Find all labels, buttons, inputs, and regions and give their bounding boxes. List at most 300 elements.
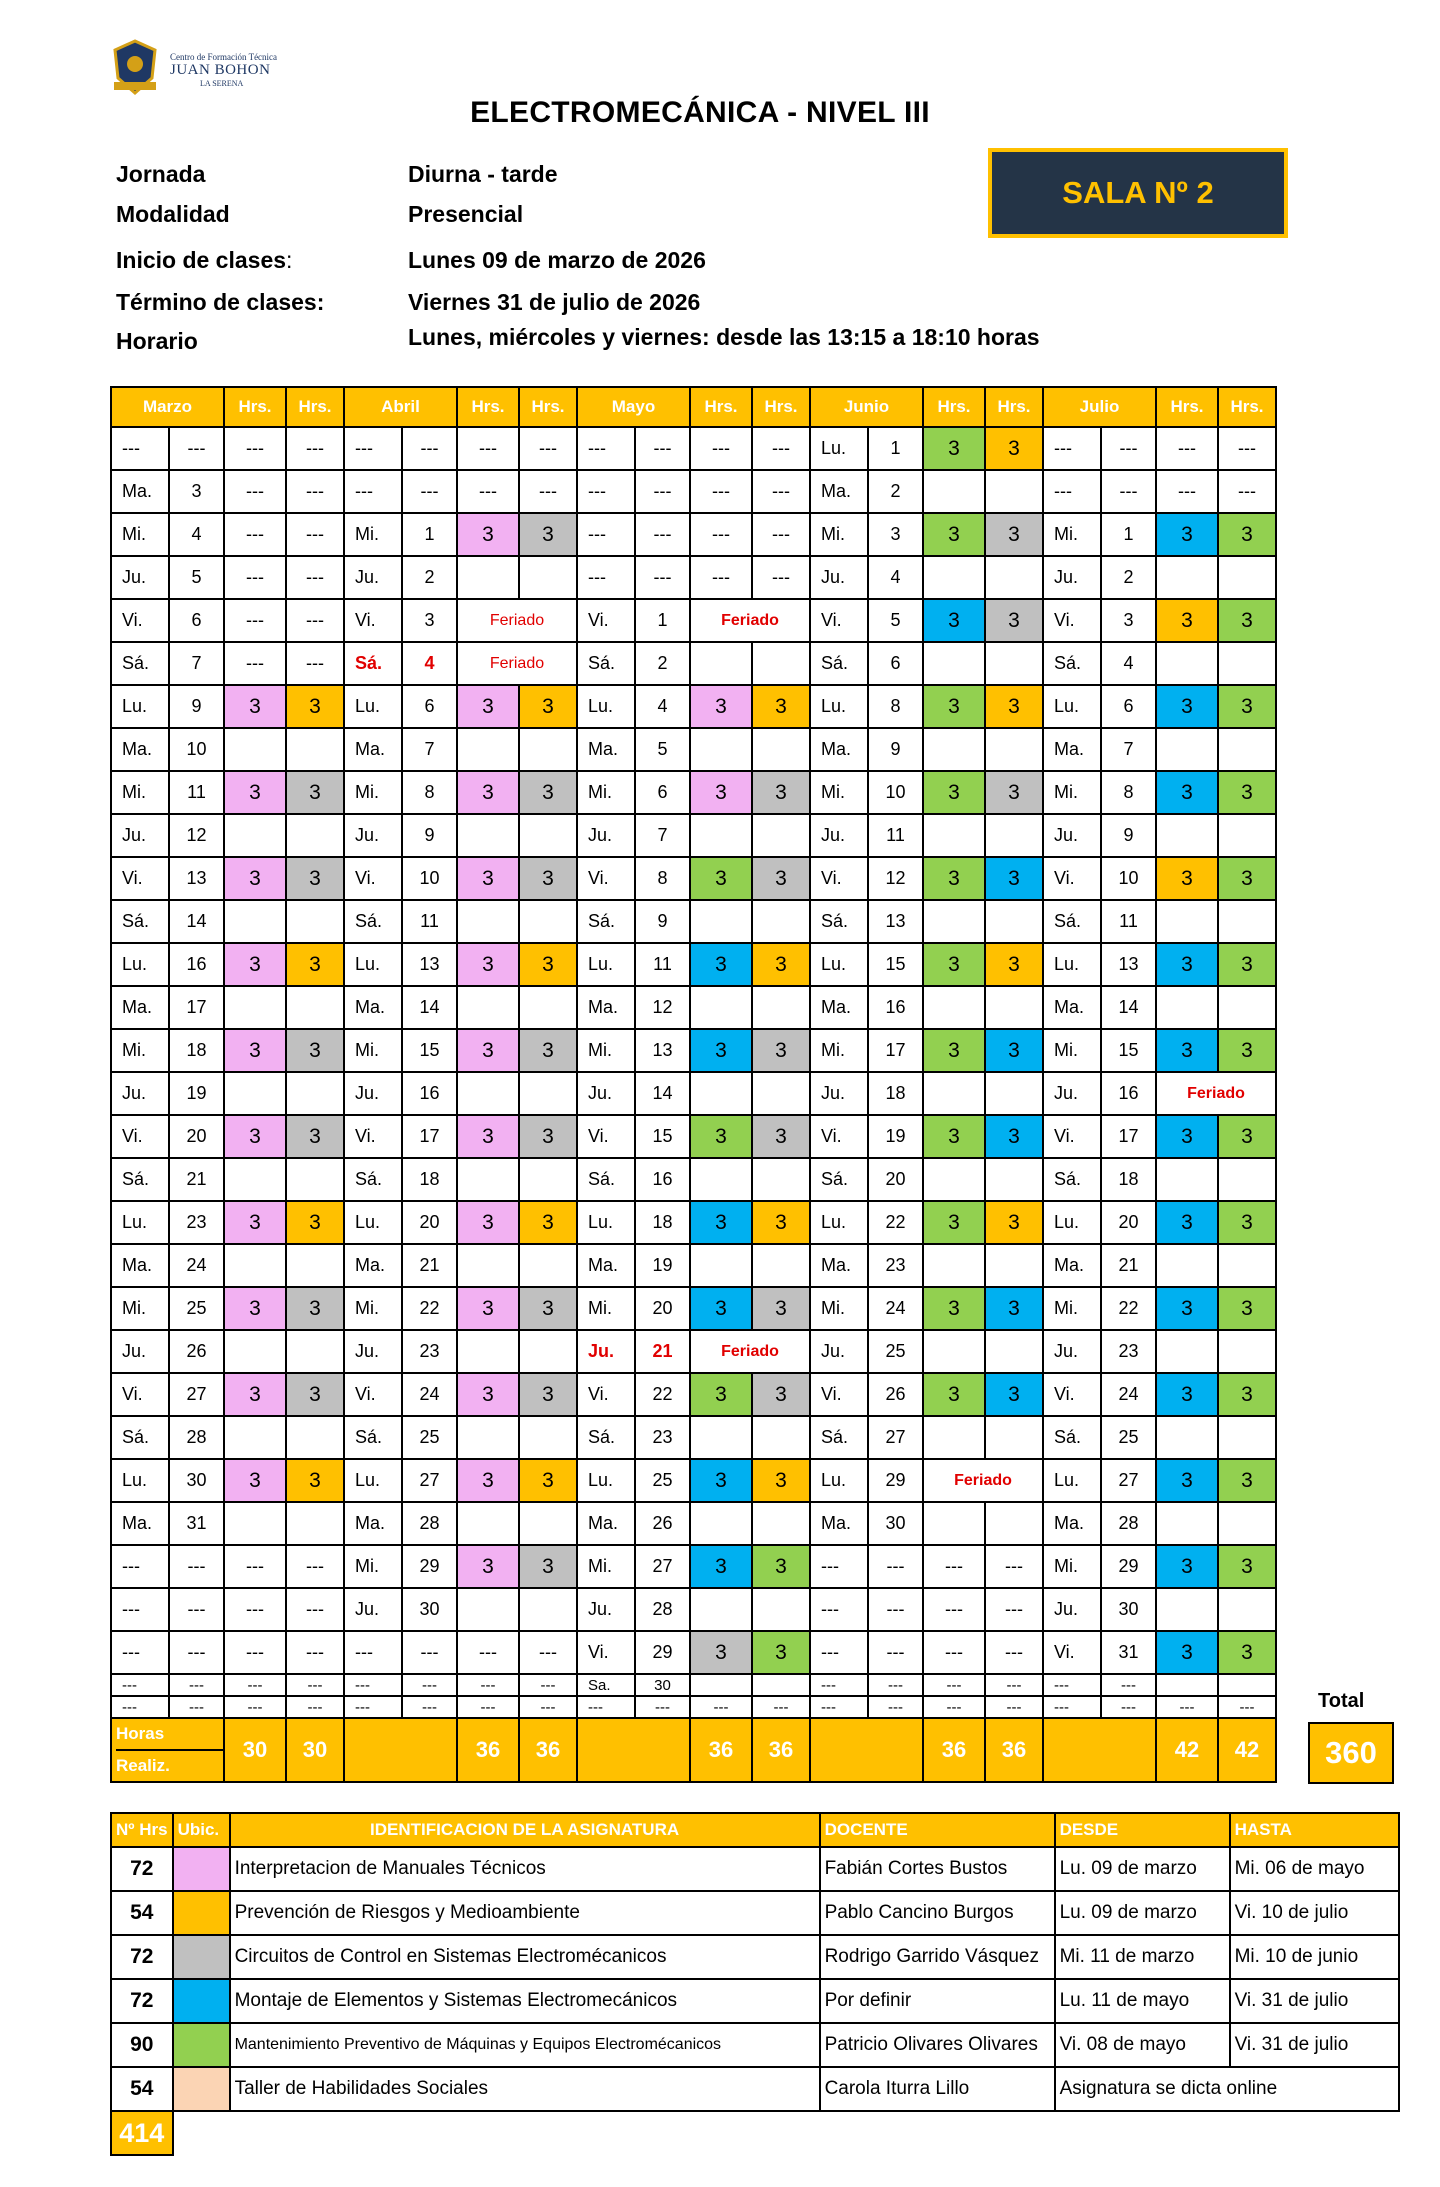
month-header-abril: Abril — [344, 387, 457, 427]
subject-teacher: Rodrigo Garrido Vásquez — [820, 1935, 1055, 1979]
hours-cell — [224, 1459, 286, 1502]
hours-cell — [752, 1029, 810, 1072]
hours-cell — [224, 986, 286, 1029]
hours-cell — [457, 1158, 519, 1201]
hours-cell — [1218, 513, 1276, 556]
day-name-junio: Mi. — [810, 1029, 868, 1072]
shield-logo-icon — [110, 38, 160, 98]
day-name-abril: Ju. — [344, 556, 402, 599]
hours-cell — [923, 1029, 985, 1072]
hours-cell — [457, 513, 519, 556]
day-name-mayo: Vi. — [577, 1631, 635, 1674]
calendar-row — [111, 1696, 1276, 1718]
hours-cell — [1156, 857, 1218, 900]
day-number-mayo: --- — [635, 470, 690, 513]
hours-cell — [1156, 943, 1218, 986]
day-name-julio: Sá. — [1043, 1158, 1101, 1201]
day-name-abril: Mi. — [344, 513, 402, 556]
hours-cell — [985, 599, 1043, 642]
hours-cell — [1218, 814, 1276, 857]
hours-cell — [923, 642, 985, 685]
day-name-mayo: Lu. — [577, 1459, 635, 1502]
hours-cell: --- — [224, 556, 286, 599]
hours-value: 3 — [1241, 952, 1253, 976]
hours-cell — [923, 900, 985, 943]
hours-cell — [286, 986, 344, 1029]
hours-value: 3 — [1181, 1038, 1193, 1062]
day-number-abril: 27 — [402, 1459, 457, 1502]
day-name-abril: Mi. — [344, 771, 402, 814]
hours-cell: --- — [457, 1674, 519, 1696]
hours-cell: --- — [985, 1696, 1043, 1718]
hours-cell — [752, 1631, 810, 1674]
day-number-mayo: 16 — [635, 1158, 690, 1201]
hours-cell — [286, 1244, 344, 1287]
hours-value: 3 — [715, 1038, 727, 1062]
day-number-julio: 22 — [1101, 1287, 1156, 1330]
day-number-julio: 16 — [1101, 1072, 1156, 1115]
hours-cell — [1218, 900, 1276, 943]
day-name-junio: Vi. — [810, 1115, 868, 1158]
hours-cell — [286, 771, 344, 814]
hours-value: 3 — [775, 1382, 787, 1406]
hrs-header: Hrs. — [923, 387, 985, 427]
day-name-junio: Sá. — [810, 642, 868, 685]
hours-value: 3 — [715, 1640, 727, 1664]
hours-cell — [985, 642, 1043, 685]
day-name-julio: Ma. — [1043, 1244, 1101, 1287]
subject-teacher: Fabián Cortes Bustos — [820, 1847, 1055, 1891]
info-label-horario: Horario — [116, 328, 198, 354]
subject-color-swatch — [173, 2067, 230, 2111]
hours-cell — [1218, 1588, 1276, 1631]
hours-cell — [286, 943, 344, 986]
hours-cell — [752, 771, 810, 814]
hours-cell: --- — [286, 427, 344, 470]
hours-cell — [1156, 1502, 1218, 1545]
day-name-mayo: Vi. — [577, 599, 635, 642]
hours-value: 3 — [542, 952, 554, 976]
hours-cell — [1156, 1115, 1218, 1158]
hours-cell: --- — [519, 427, 577, 470]
hours-value: 3 — [948, 1038, 960, 1062]
day-name-marzo: Ju. — [111, 556, 169, 599]
day-number-abril: 11 — [402, 900, 457, 943]
hours-cell — [752, 814, 810, 857]
subject-from: Lu. 11 de mayo — [1055, 1979, 1230, 2023]
day-name-julio: Sá. — [1043, 900, 1101, 943]
day-number-junio: 19 — [868, 1115, 923, 1158]
day-number-marzo: 11 — [169, 771, 224, 814]
calendar-row — [111, 599, 1276, 642]
hours-value: 3 — [1008, 436, 1020, 460]
hours-cell: --- — [985, 1631, 1043, 1674]
hours-value: 3 — [482, 1124, 494, 1148]
hours-cell — [923, 427, 985, 470]
hours-cell — [752, 1201, 810, 1244]
hours-cell — [1218, 1373, 1276, 1416]
hours-cell — [1156, 771, 1218, 814]
hours-cell — [457, 1459, 519, 1502]
hours-cell — [985, 728, 1043, 771]
hours-cell: --- — [690, 1696, 752, 1718]
day-number-mayo: 30 — [635, 1674, 690, 1696]
calendar-row — [111, 1588, 1276, 1631]
day-number-marzo: --- — [169, 427, 224, 470]
hours-cell — [224, 1416, 286, 1459]
hours-value: 3 — [948, 522, 960, 546]
day-name-junio: Mi. — [810, 771, 868, 814]
hours-value: 3 — [1181, 1124, 1193, 1148]
hours-cell — [985, 427, 1043, 470]
day-name-junio: Sá. — [810, 1158, 868, 1201]
subject-name: Prevención de Riesgos y Medioambiente — [230, 1891, 820, 1935]
hrs-header: Hrs. — [985, 387, 1043, 427]
day-number-abril: 10 — [402, 857, 457, 900]
hours-cell — [1218, 642, 1276, 685]
hours-value: 3 — [775, 1640, 787, 1664]
hours-cell — [1218, 728, 1276, 771]
day-name-abril: Ma. — [344, 1244, 402, 1287]
day-name-abril: Sá. — [344, 642, 402, 685]
total-label: Total — [1318, 1690, 1365, 1712]
day-name-marzo: Mi. — [111, 1287, 169, 1330]
day-number-mayo: 13 — [635, 1029, 690, 1072]
hours-value: 3 — [1008, 1382, 1020, 1406]
hours-value: 3 — [715, 1296, 727, 1320]
info-value-inicio: Lunes 09 de marzo de 2026 — [408, 247, 706, 273]
hours-value: 3 — [1008, 780, 1020, 804]
day-number-marzo: 13 — [169, 857, 224, 900]
day-number-marzo: 9 — [169, 685, 224, 728]
subject-name: Interpretacion de Manuales Técnicos — [230, 1847, 820, 1891]
subject-row — [111, 1847, 1399, 1891]
calendar-row — [111, 814, 1276, 857]
day-number-marzo: 23 — [169, 1201, 224, 1244]
hours-cell — [1218, 1416, 1276, 1459]
hours-cell: --- — [457, 1631, 519, 1674]
day-name-marzo: --- — [111, 427, 169, 470]
hours-value: 3 — [482, 1554, 494, 1578]
hours-cell: --- — [923, 1674, 985, 1696]
info-label-modalidad: Modalidad — [116, 201, 230, 227]
hours-cell — [923, 728, 985, 771]
hours-cell — [1218, 1631, 1276, 1674]
day-name-julio: Ma. — [1043, 986, 1101, 1029]
hours-cell: --- — [286, 1674, 344, 1696]
subject-row — [111, 2067, 1399, 2111]
hours-cell — [286, 1115, 344, 1158]
hours-cell — [286, 1072, 344, 1115]
day-number-abril: 30 — [402, 1588, 457, 1631]
day-number-junio: 8 — [868, 685, 923, 728]
hours-cell — [457, 1588, 519, 1631]
hours-cell — [519, 513, 577, 556]
hours-value: 3 — [1241, 608, 1253, 632]
hours-cell — [519, 1201, 577, 1244]
hours-cell: --- — [286, 470, 344, 513]
day-number-junio: 23 — [868, 1244, 923, 1287]
hours-cell — [1156, 642, 1218, 685]
hours-value: 3 — [309, 694, 321, 718]
hours-cell — [752, 986, 810, 1029]
hours-cell — [690, 1287, 752, 1330]
hours-cell — [1156, 1416, 1218, 1459]
calendar-row — [111, 1029, 1276, 1072]
page-title: ELECTROMECÁNICA - NIVEL III — [470, 96, 930, 129]
day-number-abril: 2 — [402, 556, 457, 599]
day-number-abril: 20 — [402, 1201, 457, 1244]
day-number-junio: 10 — [868, 771, 923, 814]
hours-value: 3 — [1181, 1554, 1193, 1578]
hours-cell — [985, 1201, 1043, 1244]
hours-cell: --- — [224, 427, 286, 470]
day-name-mayo: Mi. — [577, 1029, 635, 1072]
day-name-julio: Mi. — [1043, 1029, 1101, 1072]
hours-cell — [1156, 556, 1218, 599]
calendar-row — [111, 943, 1276, 986]
hours-cell — [1156, 1373, 1218, 1416]
day-number-abril: 8 — [402, 771, 457, 814]
day-name-mayo: Ma. — [577, 1244, 635, 1287]
hours-value: 3 — [309, 866, 321, 890]
day-number-abril: 18 — [402, 1158, 457, 1201]
holiday-label: Feriado — [923, 1459, 1043, 1502]
hours-cell — [752, 1244, 810, 1287]
hours-cell — [286, 1287, 344, 1330]
hours-cell: --- — [1218, 427, 1276, 470]
day-name-mayo: Vi. — [577, 857, 635, 900]
total-hours: 36 — [457, 1718, 519, 1782]
day-name-abril: Ju. — [344, 1330, 402, 1373]
subjects-total-row — [111, 2111, 1399, 2155]
hrs-header: Hrs. — [286, 387, 344, 427]
hours-cell — [690, 1631, 752, 1674]
day-name-junio: Vi. — [810, 857, 868, 900]
day-name-mayo: Sá. — [577, 1158, 635, 1201]
hours-value: 3 — [309, 1382, 321, 1406]
subject-color-swatch — [173, 1891, 230, 1935]
hours-cell — [923, 1201, 985, 1244]
day-name-junio: --- — [810, 1631, 868, 1674]
day-number-mayo: 22 — [635, 1373, 690, 1416]
day-number-julio: 10 — [1101, 857, 1156, 900]
hours-cell — [923, 513, 985, 556]
day-name-mayo: --- — [577, 427, 635, 470]
hours-cell — [752, 728, 810, 771]
hours-cell — [519, 1502, 577, 1545]
hours-cell — [985, 814, 1043, 857]
day-number-mayo: 8 — [635, 857, 690, 900]
info-value-modalidad: Presencial — [408, 201, 524, 227]
day-name-marzo: Vi. — [111, 1115, 169, 1158]
hours-value: 3 — [1241, 866, 1253, 890]
hours-cell — [985, 685, 1043, 728]
hours-value: 3 — [715, 1210, 727, 1234]
day-number-marzo: 6 — [169, 599, 224, 642]
hours-value: 3 — [249, 952, 261, 976]
hours-value: 3 — [542, 1382, 554, 1406]
totals-row — [111, 1718, 1276, 1782]
day-name-marzo: Vi. — [111, 857, 169, 900]
hours-cell — [457, 1545, 519, 1588]
day-name-marzo: Ju. — [111, 814, 169, 857]
day-name-junio: Ju. — [810, 556, 868, 599]
hours-value: 3 — [775, 1296, 787, 1320]
day-name-marzo: Mi. — [111, 771, 169, 814]
hours-cell — [519, 685, 577, 728]
hours-cell — [1218, 599, 1276, 642]
hours-cell — [457, 1416, 519, 1459]
calendar-row — [111, 1459, 1276, 1502]
hours-value: 3 — [948, 436, 960, 460]
day-number-junio: 3 — [868, 513, 923, 556]
hours-cell — [457, 986, 519, 1029]
hours-cell — [1156, 1674, 1218, 1696]
hours-value: 3 — [715, 780, 727, 804]
hours-value: 3 — [542, 780, 554, 804]
day-number-marzo: 16 — [169, 943, 224, 986]
hours-value: 3 — [1181, 1640, 1193, 1664]
hours-cell — [286, 900, 344, 943]
totals-label: Horas Realiz. — [111, 1718, 224, 1782]
day-name-junio: Lu. — [810, 1459, 868, 1502]
hours-cell — [457, 1201, 519, 1244]
day-name-marzo: Ma. — [111, 1502, 169, 1545]
hours-cell — [224, 771, 286, 814]
hrs-header: Hrs. — [1218, 387, 1276, 427]
day-number-julio: --- — [1101, 470, 1156, 513]
logo-line-1: Centro de Formación Técnica — [170, 52, 278, 62]
hours-cell — [752, 1502, 810, 1545]
hours-cell — [1156, 1631, 1218, 1674]
hours-cell — [923, 685, 985, 728]
day-number-marzo: 14 — [169, 900, 224, 943]
subject-row — [111, 1935, 1399, 1979]
totals-spacer — [577, 1718, 690, 1782]
totals-spacer — [810, 1718, 923, 1782]
day-name-julio: --- — [1043, 470, 1101, 513]
hours-value: 3 — [1181, 866, 1193, 890]
calendar-header-row — [111, 387, 1276, 427]
hours-cell — [519, 556, 577, 599]
totals-spacer — [344, 1718, 457, 1782]
day-name-junio: Ju. — [810, 814, 868, 857]
hours-cell — [985, 1416, 1043, 1459]
hours-cell: --- — [286, 642, 344, 685]
hours-cell: --- — [286, 1545, 344, 1588]
hours-value: 3 — [715, 694, 727, 718]
hours-cell — [985, 1115, 1043, 1158]
day-number-julio: 15 — [1101, 1029, 1156, 1072]
day-number-mayo: 29 — [635, 1631, 690, 1674]
day-number-julio: 29 — [1101, 1545, 1156, 1588]
day-number-abril: 3 — [402, 599, 457, 642]
day-number-junio: 16 — [868, 986, 923, 1029]
day-name-julio: Mi. — [1043, 771, 1101, 814]
day-number-abril: 4 — [402, 642, 457, 685]
hours-cell: --- — [457, 470, 519, 513]
day-number-julio: 27 — [1101, 1459, 1156, 1502]
day-name-marzo: Ju. — [111, 1330, 169, 1373]
day-name-mayo: Ju. — [577, 1330, 635, 1373]
total-hours: 36 — [690, 1718, 752, 1782]
hours-value: 3 — [1181, 952, 1193, 976]
hours-cell: --- — [752, 470, 810, 513]
calendar-row — [111, 556, 1276, 599]
hours-cell — [286, 1201, 344, 1244]
hours-cell — [690, 857, 752, 900]
hours-value: 3 — [715, 1554, 727, 1578]
day-number-junio: 6 — [868, 642, 923, 685]
day-number-mayo: 19 — [635, 1244, 690, 1287]
hours-value: 3 — [948, 694, 960, 718]
hours-cell — [457, 771, 519, 814]
subject-color-swatch — [173, 1847, 230, 1891]
hours-value: 3 — [948, 866, 960, 890]
empty-cell — [173, 2111, 1399, 2155]
hours-cell — [923, 1287, 985, 1330]
day-number-abril: --- — [402, 1674, 457, 1696]
day-number-julio: --- — [1101, 427, 1156, 470]
day-number-abril: 9 — [402, 814, 457, 857]
day-number-mayo: --- — [635, 513, 690, 556]
hours-value: 3 — [1241, 1468, 1253, 1492]
day-name-junio: Ju. — [810, 1072, 868, 1115]
subject-row — [111, 1891, 1399, 1935]
hours-cell — [519, 814, 577, 857]
hours-cell — [457, 1287, 519, 1330]
day-name-mayo: Ju. — [577, 1588, 635, 1631]
day-name-julio: Vi. — [1043, 857, 1101, 900]
hours-cell: --- — [923, 1545, 985, 1588]
day-number-marzo: 25 — [169, 1287, 224, 1330]
day-number-abril: 17 — [402, 1115, 457, 1158]
hours-cell: --- — [519, 470, 577, 513]
calendar-body — [111, 427, 1276, 1718]
day-name-junio: --- — [810, 1545, 868, 1588]
day-number-abril: 16 — [402, 1072, 457, 1115]
day-number-junio: 18 — [868, 1072, 923, 1115]
hours-cell: --- — [457, 427, 519, 470]
total-hours: 30 — [286, 1718, 344, 1782]
day-name-mayo: Ma. — [577, 986, 635, 1029]
day-name-mayo: Ju. — [577, 814, 635, 857]
day-number-abril: --- — [402, 427, 457, 470]
hours-cell — [985, 1502, 1043, 1545]
day-name-abril: Mi. — [344, 1029, 402, 1072]
hrs-header: Hrs. — [1156, 387, 1218, 427]
day-name-marzo: --- — [111, 1696, 169, 1718]
hours-cell — [985, 943, 1043, 986]
hours-cell — [224, 1115, 286, 1158]
hours-cell — [985, 1158, 1043, 1201]
day-name-mayo: Lu. — [577, 1201, 635, 1244]
hours-cell — [923, 556, 985, 599]
subject-teacher: Pablo Cancino Burgos — [820, 1891, 1055, 1935]
hours-cell — [985, 556, 1043, 599]
day-name-abril: Ju. — [344, 1588, 402, 1631]
subject-row — [111, 1979, 1399, 2023]
hours-cell — [1218, 1287, 1276, 1330]
day-name-junio: Ju. — [810, 1330, 868, 1373]
hours-value: 3 — [1008, 866, 1020, 890]
hours-cell — [923, 986, 985, 1029]
day-name-mayo: Mi. — [577, 1287, 635, 1330]
day-number-abril: 14 — [402, 986, 457, 1029]
day-name-julio: Vi. — [1043, 1631, 1101, 1674]
hours-cell — [923, 857, 985, 900]
